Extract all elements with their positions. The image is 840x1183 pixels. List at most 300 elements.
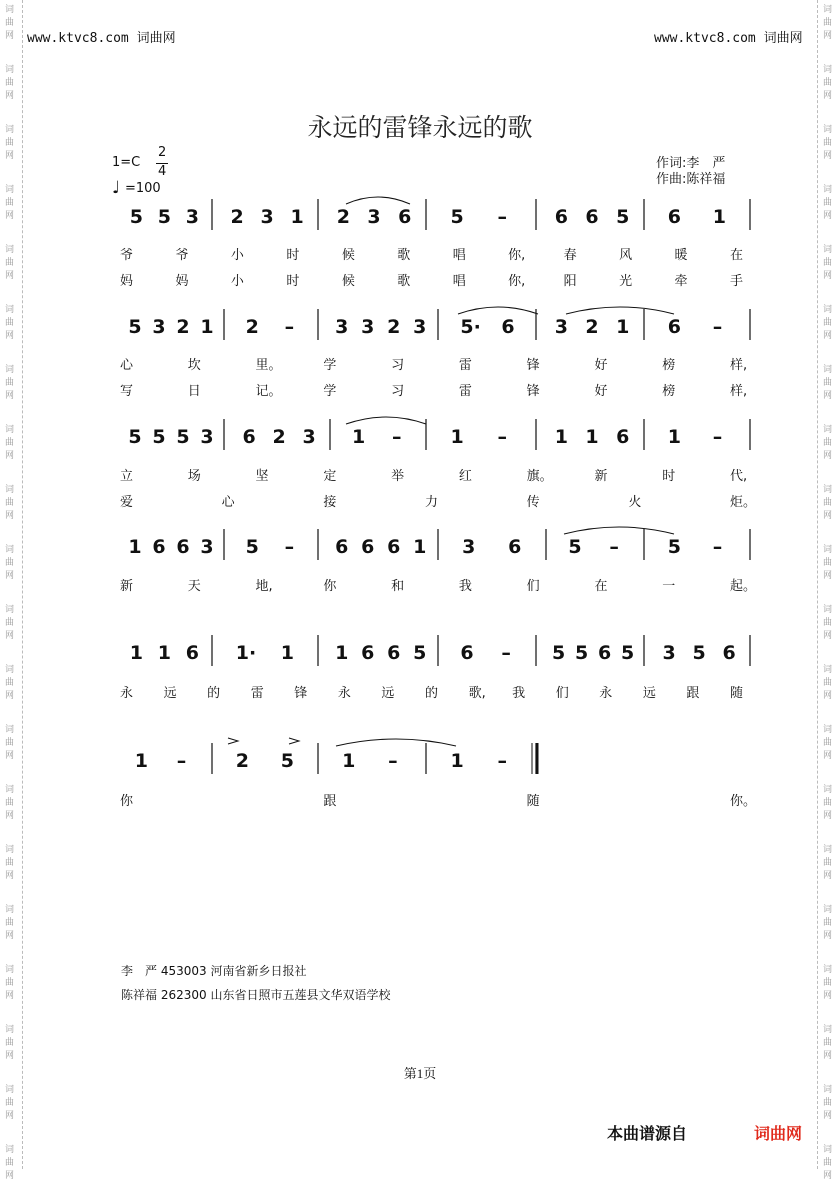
lyric-syllable: 好 [594, 384, 608, 399]
lyric-syllable: 永 [337, 686, 351, 701]
lyric-syllable: 歌 [397, 274, 411, 289]
lyric-syllable: 举 [391, 469, 405, 484]
lyric-syllable: 坚 [255, 469, 269, 484]
accent-mark [289, 738, 299, 744]
watermark-char: 曲 [823, 918, 833, 928]
song-title: 永远的雷锋永远的歌 [307, 113, 533, 142]
watermark-char: 曲 [5, 558, 15, 568]
lyric-syllable: 妈 [120, 274, 134, 289]
lyric-syllable: 习 [391, 384, 405, 399]
lyric-syllable: 小 [230, 274, 244, 289]
lyric-syllable: 你 [120, 794, 134, 809]
lyric-syllable: 好 [594, 358, 608, 373]
note: – [392, 426, 402, 448]
note: 1 [667, 426, 681, 448]
watermark-char: 网 [5, 871, 15, 881]
watermark-char: 词 [823, 305, 833, 315]
page-number: 第1页 [403, 1066, 437, 1081]
watermark-char: 曲 [823, 498, 833, 508]
note: 3 [662, 642, 676, 664]
lyric-syllable: 唱 [452, 248, 466, 263]
lyric-syllable: 日 [187, 384, 201, 399]
watermark-char: 网 [5, 991, 15, 1001]
lyric-syllable: 地, [255, 579, 273, 594]
watermark-char: 网 [823, 571, 833, 581]
watermark-char: 网 [823, 271, 833, 281]
watermark-char: 曲 [5, 1098, 15, 1108]
note: 6 [616, 426, 630, 448]
lyric-syllable: 立 [120, 469, 134, 484]
lyric-syllable: 唱 [452, 274, 466, 289]
lyric-syllable: 爷 [120, 248, 134, 263]
note: 6 [585, 206, 599, 228]
note: 6 [335, 536, 349, 558]
note: 5 [616, 206, 630, 228]
watermark-char: 词 [823, 125, 833, 135]
watermark-char: 网 [823, 1171, 833, 1181]
note: 5 [128, 426, 142, 448]
lyric-syllable: 远 [642, 686, 656, 701]
lyric-syllable: 学 [323, 384, 337, 399]
lyricist-credit: 作词:李 严 [656, 156, 726, 171]
tempo-value: =100 [125, 181, 161, 196]
watermark-char: 网 [823, 91, 833, 101]
watermark-char: 词 [5, 185, 15, 195]
watermark-char: 曲 [5, 198, 15, 208]
lyric-syllable: 传 [526, 495, 540, 510]
note: 3 [152, 316, 166, 338]
lyric-syllable: 雷 [458, 384, 472, 399]
watermark-char: 曲 [5, 918, 15, 928]
lyric-syllable: 我 [458, 579, 472, 594]
note: 5 [575, 642, 589, 664]
note: 5 [245, 536, 259, 558]
note: 2 [230, 206, 244, 228]
note: 2 [336, 206, 350, 228]
note: – [388, 750, 398, 772]
lyric-syllable: 记。 [255, 384, 282, 399]
tie-arc [566, 307, 674, 314]
watermark-char: 网 [5, 931, 15, 941]
note: 5 [692, 642, 706, 664]
note: 6 [387, 536, 401, 558]
tie-arc [564, 527, 674, 534]
lyric-syllable: 跟 [686, 686, 700, 701]
watermark-char: 曲 [5, 78, 15, 88]
lyric-syllable: 榜 [662, 358, 676, 373]
watermark-char: 词 [823, 65, 833, 75]
lyric-syllable: 时 [662, 469, 676, 484]
lyric-syllable: 时 [286, 274, 300, 289]
note: 2 [245, 316, 259, 338]
watermark-char: 词 [823, 5, 833, 15]
lyric-syllable: 雷 [458, 358, 472, 373]
lyric-syllable: 永 [120, 686, 134, 701]
note: 1 [342, 750, 356, 772]
watermark-char: 曲 [5, 1158, 15, 1168]
note: 3 [200, 426, 214, 448]
time-signature-bottom: 4 [158, 164, 167, 179]
watermark-char: 曲 [823, 858, 833, 868]
watermark-char: 词 [5, 65, 15, 75]
time-signature-top: 2 [158, 145, 167, 160]
watermark-char: 网 [823, 871, 833, 881]
note: – [176, 750, 187, 772]
note: 1 [280, 642, 294, 664]
quarter-note-icon: ♩ [112, 178, 121, 198]
lyric-syllable: 炬。 [730, 495, 757, 510]
watermark-char: 曲 [823, 558, 833, 568]
note: 6 [722, 642, 736, 664]
lyric-syllable: 习 [391, 358, 405, 373]
note: 2 [235, 750, 249, 772]
lyric-syllable: 候 [341, 274, 355, 289]
source-label: 本曲谱源自 [607, 1124, 688, 1143]
watermark-char: 词 [5, 1085, 15, 1095]
lyric-syllable: 代, [730, 469, 748, 484]
lyric-syllable: 的 [425, 686, 439, 701]
note: – [501, 642, 511, 664]
tie-arc [336, 739, 456, 746]
lyric-syllable: 你 [323, 579, 337, 594]
watermark-char: 曲 [823, 618, 833, 628]
watermark-char: 曲 [5, 258, 15, 268]
watermark-char: 网 [5, 391, 15, 401]
note: 3 [302, 426, 316, 448]
watermark-char: 网 [823, 331, 833, 341]
watermark-char: 网 [5, 1111, 15, 1121]
lyric-syllable: 榜 [662, 384, 676, 399]
key-signature: 1=C [112, 155, 141, 170]
lyric-syllable: 心 [120, 358, 134, 373]
watermark-char: 词 [823, 965, 833, 975]
note: 5· [460, 316, 481, 338]
watermark-char: 网 [5, 1171, 15, 1181]
note: 3 [462, 536, 476, 558]
watermark-char: 曲 [823, 438, 833, 448]
note: 5 [450, 206, 464, 228]
note: 6 [242, 426, 256, 448]
watermark-char: 网 [5, 631, 15, 641]
note: 1 [128, 536, 142, 558]
note: 5 [157, 206, 172, 228]
lyric-syllable: 里。 [255, 358, 282, 373]
watermark-char: 词 [823, 665, 833, 675]
lyric-syllable: 手 [730, 274, 744, 289]
note: 6 [501, 316, 515, 338]
watermark-char: 网 [823, 1111, 833, 1121]
watermark-char: 词 [5, 125, 15, 135]
watermark-char: 曲 [823, 18, 833, 28]
tie-arc [346, 417, 426, 424]
note: 6 [361, 536, 375, 558]
watermark-char: 网 [5, 151, 15, 161]
note: 5 [129, 206, 144, 228]
source-logo[interactable]: 词曲网 [754, 1124, 803, 1143]
watermark-char: 网 [823, 631, 833, 641]
lyric-syllable: 学 [323, 358, 337, 373]
lyric-syllable: 妈 [175, 274, 189, 289]
note: 5 [280, 750, 294, 772]
watermark-char: 网 [823, 931, 833, 941]
note: 3 [260, 206, 274, 228]
watermark-char: 网 [5, 691, 15, 701]
watermark-char: 词 [5, 785, 15, 795]
lyric-syllable: 小 [230, 248, 244, 263]
watermark-char: 词 [823, 845, 833, 855]
lyric-syllable: 火 [628, 495, 642, 510]
watermark-char: 词 [823, 905, 833, 915]
watermark-char: 曲 [5, 858, 15, 868]
watermark-char: 曲 [823, 1038, 833, 1048]
note: 6 [598, 642, 612, 664]
watermark-char: 网 [5, 811, 15, 821]
lyric-syllable: 心 [221, 495, 235, 510]
watermark-char: 网 [823, 1051, 833, 1061]
watermark-char: 曲 [823, 78, 833, 88]
note: 1 [554, 426, 568, 448]
watermark-char: 曲 [823, 738, 833, 748]
watermark-char: 词 [823, 1025, 833, 1035]
watermark-char: 网 [823, 751, 833, 761]
tie-arc [346, 197, 410, 204]
watermark-char: 曲 [5, 18, 15, 28]
note: 6 [508, 536, 522, 558]
note: 6 [460, 642, 474, 664]
lyric-syllable: 你, [508, 274, 526, 289]
watermark-char: 网 [5, 571, 15, 581]
watermark-char: 词 [823, 365, 833, 375]
lyric-syllable: 牵 [674, 274, 688, 289]
lyric-syllable: 一 [662, 579, 676, 594]
watermark-char: 网 [5, 1051, 15, 1061]
lyric-syllable: 在 [730, 248, 744, 263]
watermark-char: 词 [823, 605, 833, 615]
watermark-char: 词 [823, 1145, 833, 1155]
watermark-char: 词 [823, 785, 833, 795]
note: 3 [335, 316, 349, 338]
lyric-syllable: 样, [730, 384, 748, 399]
watermark-char: 词 [5, 245, 15, 255]
note: 3 [413, 316, 427, 338]
watermark-char: 曲 [823, 1158, 833, 1168]
watermark-char: 曲 [5, 378, 15, 388]
watermark-char: 曲 [823, 798, 833, 808]
watermark-char: 网 [823, 991, 833, 1001]
watermark-char: 曲 [823, 1098, 833, 1108]
tie-arc [458, 307, 538, 314]
note: 3 [367, 206, 381, 228]
note: 1 [712, 206, 726, 228]
lyric-syllable: 起。 [730, 579, 757, 594]
note: 5 [128, 316, 142, 338]
header-right-url[interactable]: www.ktvc8.com 词曲网 [654, 31, 803, 46]
watermark-char: 词 [5, 725, 15, 735]
watermark-char: 网 [823, 211, 833, 221]
note: 6 [152, 536, 166, 558]
note: 5 [152, 426, 166, 448]
watermark-char: 曲 [823, 678, 833, 688]
watermark-char: 词 [823, 1085, 833, 1095]
note: – [609, 536, 619, 558]
lyric-syllable: 候 [341, 248, 355, 263]
lyric-syllable: 们 [555, 686, 569, 701]
lyric-syllable: 时 [286, 248, 300, 263]
lyric-syllable: 光 [619, 274, 633, 289]
watermark-char: 网 [823, 391, 833, 401]
lyric-syllable: 随 [526, 794, 540, 809]
watermark-char: 曲 [823, 138, 833, 148]
watermark-char: 曲 [5, 438, 15, 448]
note: 3 [185, 206, 200, 228]
lyricist-address: 李 严 453003 河南省新乡日报社 [121, 964, 307, 978]
note: – [497, 750, 507, 772]
note: 6 [176, 536, 190, 558]
accent-mark [228, 738, 238, 744]
note: – [712, 426, 723, 448]
watermark-char: 曲 [823, 378, 833, 388]
lyric-syllable: 定 [323, 469, 337, 484]
note: 1 [290, 206, 304, 228]
lyric-syllable: 随 [730, 686, 744, 701]
note: – [497, 426, 507, 448]
lyric-syllable: 力 [425, 495, 439, 510]
note: 5 [552, 642, 566, 664]
note: 6 [667, 316, 681, 338]
watermark-char: 网 [823, 451, 833, 461]
lyric-syllable: 我 [512, 686, 526, 701]
watermark-char: 曲 [5, 798, 15, 808]
composer-credit: 作曲:陈祥福 [656, 172, 726, 187]
note: 1 [200, 316, 214, 338]
watermark-char: 词 [823, 425, 833, 435]
lyric-syllable: 暖 [674, 248, 688, 263]
note: 1 [616, 316, 630, 338]
lyric-syllable: 锋 [294, 686, 308, 701]
note: 2 [272, 426, 286, 448]
lyric-syllable: 新 [594, 469, 608, 484]
watermark-char: 网 [823, 691, 833, 701]
watermark-char: 网 [5, 91, 15, 101]
note: 1· [235, 642, 257, 664]
lyric-syllable: 们 [526, 579, 540, 594]
note: 1 [450, 750, 464, 772]
watermark-char: 曲 [5, 678, 15, 688]
lyric-syllable: 场 [187, 469, 201, 484]
watermark-char: 网 [823, 511, 833, 521]
watermark-char: 词 [5, 5, 15, 15]
watermark-char: 曲 [823, 198, 833, 208]
header-left-url[interactable]: www.ktvc8.com 词曲网 [27, 31, 176, 46]
note: 1 [129, 642, 144, 664]
watermark-char: 曲 [823, 318, 833, 328]
lyric-syllable: 天 [187, 579, 201, 594]
watermark-char: 词 [5, 605, 15, 615]
watermark-char: 词 [5, 305, 15, 315]
note: 2 [585, 316, 599, 338]
lyric-syllable: 你, [508, 248, 526, 263]
watermark-char: 词 [5, 1145, 15, 1155]
watermark-char: 曲 [5, 318, 15, 328]
watermark-char: 网 [5, 31, 15, 41]
note: 6 [554, 206, 568, 228]
note: 1 [413, 536, 427, 558]
watermark-char: 网 [5, 271, 15, 281]
lyric-syllable: 你。 [730, 794, 757, 809]
note: 3 [361, 316, 375, 338]
note: – [284, 316, 295, 338]
watermark-char: 词 [5, 485, 15, 495]
watermark-char: 网 [5, 751, 15, 761]
watermark-char: 词 [5, 1025, 15, 1035]
watermark-char: 曲 [5, 498, 15, 508]
note: 1 [335, 642, 349, 664]
watermark-char: 网 [5, 451, 15, 461]
lyric-syllable: 旗。 [526, 469, 553, 484]
watermark-char: 词 [5, 365, 15, 375]
lyric-syllable: 阳 [563, 274, 577, 289]
watermark-char: 词 [5, 965, 15, 975]
note: – [284, 536, 295, 558]
watermark-char: 曲 [823, 258, 833, 268]
note: 1 [134, 750, 148, 772]
lyric-syllable: 跟 [323, 794, 337, 809]
watermark-char: 词 [5, 845, 15, 855]
note: 2 [387, 316, 401, 338]
watermark-char: 网 [5, 511, 15, 521]
watermark-char: 曲 [5, 738, 15, 748]
lyric-syllable: 接 [323, 495, 337, 510]
lyric-syllable: 雷 [250, 686, 264, 701]
lyric-syllable: 永 [599, 686, 613, 701]
note: 6 [667, 206, 681, 228]
lyric-syllable: 新 [120, 579, 134, 594]
note: 1 [450, 426, 464, 448]
lyric-syllable: 和 [391, 579, 405, 594]
note: 1 [352, 426, 366, 448]
watermark-char: 词 [5, 665, 15, 675]
note: 2 [176, 316, 190, 338]
watermark-char: 网 [823, 151, 833, 161]
lyric-syllable: 歌 [397, 248, 411, 263]
watermark-char: 曲 [823, 978, 833, 988]
watermark-char: 词 [823, 185, 833, 195]
note: 5 [176, 426, 190, 448]
watermark-char: 词 [5, 545, 15, 555]
lyric-syllable: 锋 [526, 384, 540, 399]
watermark-char: 曲 [5, 1038, 15, 1048]
note: 5 [621, 642, 635, 664]
note: 6 [398, 206, 412, 228]
watermark-char: 曲 [5, 978, 15, 988]
lyric-syllable: 远 [381, 686, 395, 701]
watermark-char: 词 [823, 725, 833, 735]
note: 3 [200, 536, 214, 558]
lyric-syllable: 坎 [187, 358, 201, 373]
watermark-char: 网 [823, 811, 833, 821]
watermark-char: 词 [5, 905, 15, 915]
note: 3 [554, 316, 568, 338]
note: 5 [667, 536, 681, 558]
note: 6 [387, 642, 401, 664]
lyric-syllable: 样, [730, 358, 748, 373]
note: 6 [185, 642, 200, 664]
lyric-syllable: 锋 [526, 358, 540, 373]
lyric-syllable: 风 [619, 248, 633, 263]
watermark-char: 词 [823, 245, 833, 255]
watermark-char: 网 [5, 331, 15, 341]
watermark-char: 网 [823, 31, 833, 41]
